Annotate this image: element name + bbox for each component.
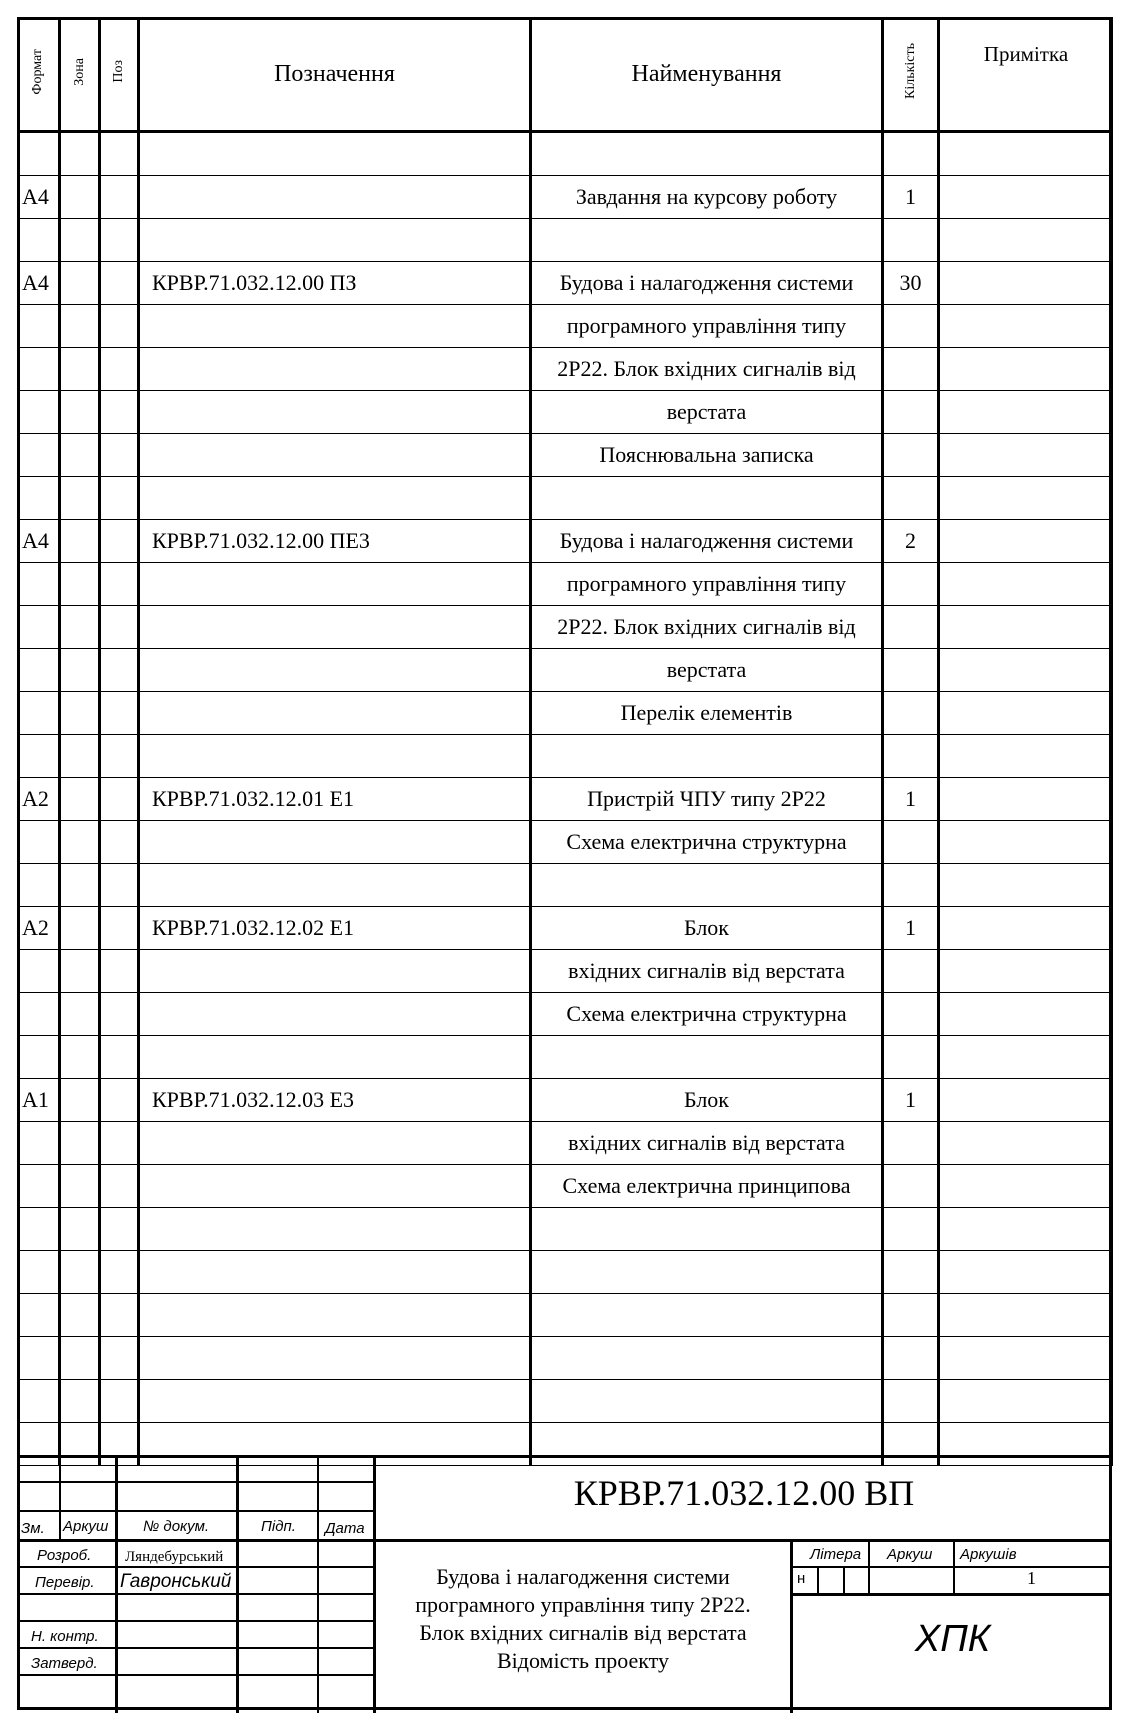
cell-name bbox=[531, 735, 883, 778]
cell-format bbox=[18, 993, 60, 1036]
cell-name: програмного управління типу bbox=[531, 563, 883, 606]
cell-designation bbox=[139, 649, 531, 692]
cell-note bbox=[939, 520, 1113, 563]
table-row bbox=[18, 692, 1113, 735]
cell-name bbox=[531, 1337, 883, 1380]
developer-name: Ляндебурський bbox=[125, 1549, 224, 1565]
cell-pos bbox=[100, 563, 139, 606]
label-change: Зм. bbox=[21, 1520, 45, 1537]
label-approved: Затверд. bbox=[31, 1655, 98, 1672]
cell-quantity bbox=[883, 219, 939, 262]
cell-name: Завдання на курсову роботу bbox=[531, 176, 883, 219]
cell-pos bbox=[100, 262, 139, 305]
cell-designation: КРВР.71.032.12.00 ПЗ bbox=[139, 262, 531, 305]
header-note: Примітка bbox=[939, 18, 1113, 132]
cell-name bbox=[531, 132, 883, 176]
table-row bbox=[18, 778, 1113, 821]
cell-note bbox=[939, 864, 1113, 907]
cell-format: A1 bbox=[18, 1079, 60, 1122]
cell-note bbox=[939, 219, 1113, 262]
cell-quantity bbox=[883, 434, 939, 477]
cell-name: Будова і налагодження системи bbox=[531, 262, 883, 305]
cell-format bbox=[18, 1251, 60, 1294]
cell-quantity: 1 bbox=[883, 1079, 939, 1122]
cell-pos bbox=[100, 219, 139, 262]
cell-note bbox=[939, 1208, 1113, 1251]
table-row bbox=[18, 649, 1113, 692]
cell-note bbox=[939, 348, 1113, 391]
cell-pos bbox=[100, 821, 139, 864]
cell-note bbox=[939, 735, 1113, 778]
cell-pos bbox=[100, 1337, 139, 1380]
cell-name: 2P22. Блок вхідних сигналів від bbox=[531, 348, 883, 391]
cell-pos bbox=[100, 735, 139, 778]
cell-name: верстата bbox=[531, 391, 883, 434]
cell-format: A4 bbox=[18, 176, 60, 219]
cell-note bbox=[939, 391, 1113, 434]
table-row bbox=[18, 262, 1113, 305]
cell-format bbox=[18, 950, 60, 993]
cell-pos bbox=[100, 692, 139, 735]
cell-designation bbox=[139, 219, 531, 262]
cell-name: вхідних сигналів від верстата bbox=[531, 1122, 883, 1165]
cell-designation bbox=[139, 1036, 531, 1079]
document-name-line: програмного управління типу 2P22. bbox=[415, 1592, 751, 1617]
cell-quantity bbox=[883, 649, 939, 692]
table-row bbox=[18, 1122, 1113, 1165]
cell-quantity bbox=[883, 132, 939, 176]
cell-name: Перелік елементів bbox=[531, 692, 883, 735]
document-name-line: Будова і налагодження системи bbox=[436, 1564, 730, 1589]
cell-note bbox=[939, 1036, 1113, 1079]
header-zone: Зона bbox=[60, 18, 100, 132]
cell-designation bbox=[139, 391, 531, 434]
cell-name bbox=[531, 864, 883, 907]
cell-name: Блок bbox=[531, 907, 883, 950]
cell-zone bbox=[60, 778, 100, 821]
cell-pos bbox=[100, 778, 139, 821]
table-row bbox=[18, 434, 1113, 477]
cell-designation bbox=[139, 176, 531, 219]
cell-note bbox=[939, 1122, 1113, 1165]
cell-designation bbox=[139, 477, 531, 520]
cell-pos bbox=[100, 649, 139, 692]
cell-note bbox=[939, 132, 1113, 176]
label-doc-no: № докум. bbox=[143, 1518, 210, 1535]
cell-quantity bbox=[883, 1208, 939, 1251]
cell-pos bbox=[100, 1251, 139, 1294]
cell-pos bbox=[100, 864, 139, 907]
cell-pos bbox=[100, 1122, 139, 1165]
cell-name: Схема електрична принципова bbox=[531, 1165, 883, 1208]
cell-designation bbox=[139, 348, 531, 391]
cell-pos bbox=[100, 1165, 139, 1208]
cell-pos bbox=[100, 434, 139, 477]
cell-note bbox=[939, 692, 1113, 735]
cell-pos bbox=[100, 950, 139, 993]
cell-quantity bbox=[883, 1036, 939, 1079]
document-name bbox=[376, 1563, 790, 1675]
cell-zone bbox=[60, 1251, 100, 1294]
cell-name bbox=[531, 1251, 883, 1294]
cell-zone bbox=[60, 132, 100, 176]
cell-name bbox=[531, 1208, 883, 1251]
cell-pos bbox=[100, 176, 139, 219]
cell-name: програмного управління типу bbox=[531, 305, 883, 348]
sheets-count: 1 bbox=[1027, 1568, 1036, 1588]
cell-format bbox=[18, 348, 60, 391]
cell-pos bbox=[100, 1036, 139, 1079]
cell-note bbox=[939, 1165, 1113, 1208]
table-row bbox=[18, 1337, 1113, 1380]
table-row bbox=[18, 1380, 1113, 1423]
table-row bbox=[18, 132, 1113, 176]
cell-format: A2 bbox=[18, 778, 60, 821]
cell-zone bbox=[60, 1294, 100, 1337]
cell-note bbox=[939, 176, 1113, 219]
cell-note bbox=[939, 993, 1113, 1036]
label-checked: Перевір. bbox=[35, 1574, 95, 1591]
cell-zone bbox=[60, 821, 100, 864]
table-header-row bbox=[18, 18, 1113, 132]
cell-format bbox=[18, 1337, 60, 1380]
cell-designation bbox=[139, 434, 531, 477]
cell-note bbox=[939, 1294, 1113, 1337]
cell-note bbox=[939, 305, 1113, 348]
cell-format: A4 bbox=[18, 262, 60, 305]
header-format: Формат bbox=[18, 18, 60, 132]
cell-name: Пояснювальна записка bbox=[531, 434, 883, 477]
cell-format bbox=[18, 434, 60, 477]
cell-format bbox=[18, 219, 60, 262]
document-name-line: Блок вхідних сигналів від верстата bbox=[419, 1620, 747, 1645]
cell-name: вхідних сигналів від верстата bbox=[531, 950, 883, 993]
table-row bbox=[18, 1079, 1113, 1122]
cell-quantity bbox=[883, 348, 939, 391]
cell-quantity bbox=[883, 821, 939, 864]
cell-zone bbox=[60, 305, 100, 348]
cell-pos bbox=[100, 305, 139, 348]
cell-designation bbox=[139, 1165, 531, 1208]
cell-note bbox=[939, 606, 1113, 649]
cell-designation bbox=[139, 563, 531, 606]
header-quantity: Кількість bbox=[883, 18, 939, 132]
label-sheet: Аркуш bbox=[63, 1518, 109, 1535]
cell-format bbox=[18, 864, 60, 907]
table-row bbox=[18, 305, 1113, 348]
label-litera: Літера bbox=[810, 1546, 862, 1563]
cell-format bbox=[18, 132, 60, 176]
table-row bbox=[18, 606, 1113, 649]
cell-designation bbox=[139, 864, 531, 907]
cell-zone bbox=[60, 1165, 100, 1208]
title-block bbox=[17, 1455, 1112, 1713]
cell-designation bbox=[139, 1294, 531, 1337]
cell-format bbox=[18, 1294, 60, 1337]
table-row bbox=[18, 1036, 1113, 1079]
cell-format bbox=[18, 305, 60, 348]
cell-note bbox=[939, 907, 1113, 950]
cell-note bbox=[939, 1251, 1113, 1294]
organization-name: ХПК bbox=[914, 1618, 991, 1660]
table-row bbox=[18, 1208, 1113, 1251]
cell-name bbox=[531, 1294, 883, 1337]
cell-quantity: 2 bbox=[883, 520, 939, 563]
cell-zone bbox=[60, 993, 100, 1036]
cell-designation: КРВР.71.032.12.01 Е1 bbox=[139, 778, 531, 821]
cell-quantity bbox=[883, 1294, 939, 1337]
label-norm-control: Н. контр. bbox=[31, 1628, 99, 1645]
cell-pos bbox=[100, 1079, 139, 1122]
cell-designation bbox=[139, 821, 531, 864]
label-signature: Підп. bbox=[261, 1518, 296, 1535]
cell-format bbox=[18, 735, 60, 778]
table-row bbox=[18, 1165, 1113, 1208]
table-row bbox=[18, 219, 1113, 262]
cell-note bbox=[939, 778, 1113, 821]
cell-zone bbox=[60, 1122, 100, 1165]
cell-name: верстата bbox=[531, 649, 883, 692]
cell-zone bbox=[60, 1380, 100, 1423]
cell-designation: КРВР.71.032.12.03 Е3 bbox=[139, 1079, 531, 1122]
cell-designation bbox=[139, 1251, 531, 1294]
cell-quantity bbox=[883, 391, 939, 434]
cell-name: Блок bbox=[531, 1079, 883, 1122]
table-row bbox=[18, 1294, 1113, 1337]
cell-format: A2 bbox=[18, 907, 60, 950]
cell-zone bbox=[60, 520, 100, 563]
cell-zone bbox=[60, 606, 100, 649]
cell-name bbox=[531, 1380, 883, 1423]
cell-pos bbox=[100, 1294, 139, 1337]
cell-designation: КРВР.71.032.12.00 ПЕ3 bbox=[139, 520, 531, 563]
cell-quantity bbox=[883, 477, 939, 520]
cell-note bbox=[939, 950, 1113, 993]
cell-pos bbox=[100, 520, 139, 563]
cell-format bbox=[18, 1165, 60, 1208]
cell-format bbox=[18, 821, 60, 864]
cell-note bbox=[939, 1380, 1113, 1423]
cell-zone bbox=[60, 477, 100, 520]
cell-zone bbox=[60, 907, 100, 950]
table-row bbox=[18, 176, 1113, 219]
table-row bbox=[18, 348, 1113, 391]
label-sheets: Аркушів bbox=[960, 1546, 1017, 1563]
label-date: Дата bbox=[325, 1520, 365, 1537]
table-row bbox=[18, 477, 1113, 520]
cell-zone bbox=[60, 1337, 100, 1380]
document-code: КРВР.71.032.12.00 ВП bbox=[573, 1473, 915, 1513]
cell-designation bbox=[139, 1380, 531, 1423]
cell-quantity bbox=[883, 563, 939, 606]
cell-quantity bbox=[883, 993, 939, 1036]
cell-designation bbox=[139, 692, 531, 735]
header-name: Найменування bbox=[531, 18, 883, 132]
cell-zone bbox=[60, 262, 100, 305]
cell-zone bbox=[60, 692, 100, 735]
cell-note bbox=[939, 821, 1113, 864]
cell-name bbox=[531, 219, 883, 262]
litera-value: н bbox=[797, 1570, 806, 1587]
header-pos: Поз bbox=[100, 18, 139, 132]
cell-zone bbox=[60, 348, 100, 391]
header-designation: Позначення bbox=[139, 18, 531, 132]
table-row bbox=[18, 950, 1113, 993]
label-developed: Розроб. bbox=[37, 1547, 92, 1564]
table-row bbox=[18, 993, 1113, 1036]
cell-designation bbox=[139, 606, 531, 649]
cell-note bbox=[939, 434, 1113, 477]
cell-quantity bbox=[883, 1337, 939, 1380]
cell-pos bbox=[100, 348, 139, 391]
cell-pos bbox=[100, 993, 139, 1036]
cell-zone bbox=[60, 563, 100, 606]
cell-format bbox=[18, 477, 60, 520]
cell-zone bbox=[60, 1036, 100, 1079]
cell-pos bbox=[100, 477, 139, 520]
cell-name: 2P22. Блок вхідних сигналів від bbox=[531, 606, 883, 649]
cell-designation bbox=[139, 305, 531, 348]
cell-designation bbox=[139, 950, 531, 993]
table-row bbox=[18, 1251, 1113, 1294]
cell-pos bbox=[100, 907, 139, 950]
table-row bbox=[18, 821, 1113, 864]
table-row bbox=[18, 520, 1113, 563]
cell-quantity bbox=[883, 950, 939, 993]
cell-note bbox=[939, 649, 1113, 692]
table-row bbox=[18, 907, 1113, 950]
document-name-line: Відомість проекту bbox=[496, 1648, 670, 1673]
cell-format bbox=[18, 1122, 60, 1165]
cell-format bbox=[18, 1036, 60, 1079]
cell-format bbox=[18, 1208, 60, 1251]
cell-quantity bbox=[883, 1165, 939, 1208]
cell-quantity bbox=[883, 692, 939, 735]
cell-zone bbox=[60, 434, 100, 477]
cell-zone bbox=[60, 735, 100, 778]
table-row bbox=[18, 391, 1113, 434]
cell-zone bbox=[60, 219, 100, 262]
cell-quantity bbox=[883, 606, 939, 649]
cell-designation bbox=[139, 1337, 531, 1380]
cell-zone bbox=[60, 864, 100, 907]
cell-quantity bbox=[883, 1380, 939, 1423]
label-sheet-no: Аркуш bbox=[887, 1546, 933, 1563]
cell-quantity: 1 bbox=[883, 907, 939, 950]
cell-note bbox=[939, 262, 1113, 305]
cell-format bbox=[18, 606, 60, 649]
cell-format bbox=[18, 563, 60, 606]
cell-zone bbox=[60, 391, 100, 434]
cell-name: Пристрій ЧПУ типу 2P22 bbox=[531, 778, 883, 821]
cell-quantity bbox=[883, 305, 939, 348]
cell-format bbox=[18, 1380, 60, 1423]
cell-designation bbox=[139, 132, 531, 176]
cell-pos bbox=[100, 1380, 139, 1423]
cell-quantity bbox=[883, 735, 939, 778]
cell-pos bbox=[100, 1208, 139, 1251]
cell-note bbox=[939, 477, 1113, 520]
cell-pos bbox=[100, 132, 139, 176]
cell-name bbox=[531, 477, 883, 520]
cell-designation bbox=[139, 993, 531, 1036]
table-row bbox=[18, 563, 1113, 606]
table-row bbox=[18, 735, 1113, 778]
cell-designation: КРВР.71.032.12.02 Е1 bbox=[139, 907, 531, 950]
cell-pos bbox=[100, 606, 139, 649]
cell-designation bbox=[139, 1122, 531, 1165]
cell-designation bbox=[139, 735, 531, 778]
cell-zone bbox=[60, 1079, 100, 1122]
cell-pos bbox=[100, 391, 139, 434]
cell-format: A4 bbox=[18, 520, 60, 563]
cell-quantity: 1 bbox=[883, 176, 939, 219]
cell-name: Схема електрична структурна bbox=[531, 821, 883, 864]
cell-format bbox=[18, 692, 60, 735]
specification-table bbox=[17, 17, 1113, 1466]
cell-designation bbox=[139, 1208, 531, 1251]
cell-zone bbox=[60, 950, 100, 993]
cell-zone bbox=[60, 649, 100, 692]
cell-quantity: 30 bbox=[883, 262, 939, 305]
cell-note bbox=[939, 1079, 1113, 1122]
cell-format bbox=[18, 391, 60, 434]
cell-quantity bbox=[883, 864, 939, 907]
table-row bbox=[18, 864, 1113, 907]
cell-zone bbox=[60, 1208, 100, 1251]
cell-quantity bbox=[883, 1122, 939, 1165]
cell-name: Схема електрична структурна bbox=[531, 993, 883, 1036]
cell-zone bbox=[60, 176, 100, 219]
cell-name bbox=[531, 1036, 883, 1079]
cell-format bbox=[18, 649, 60, 692]
cell-note bbox=[939, 563, 1113, 606]
cell-quantity: 1 bbox=[883, 778, 939, 821]
cell-note bbox=[939, 1337, 1113, 1380]
checker-name: Гавронський bbox=[120, 1571, 232, 1592]
cell-name: Будова і налагодження системи bbox=[531, 520, 883, 563]
cell-quantity bbox=[883, 1251, 939, 1294]
